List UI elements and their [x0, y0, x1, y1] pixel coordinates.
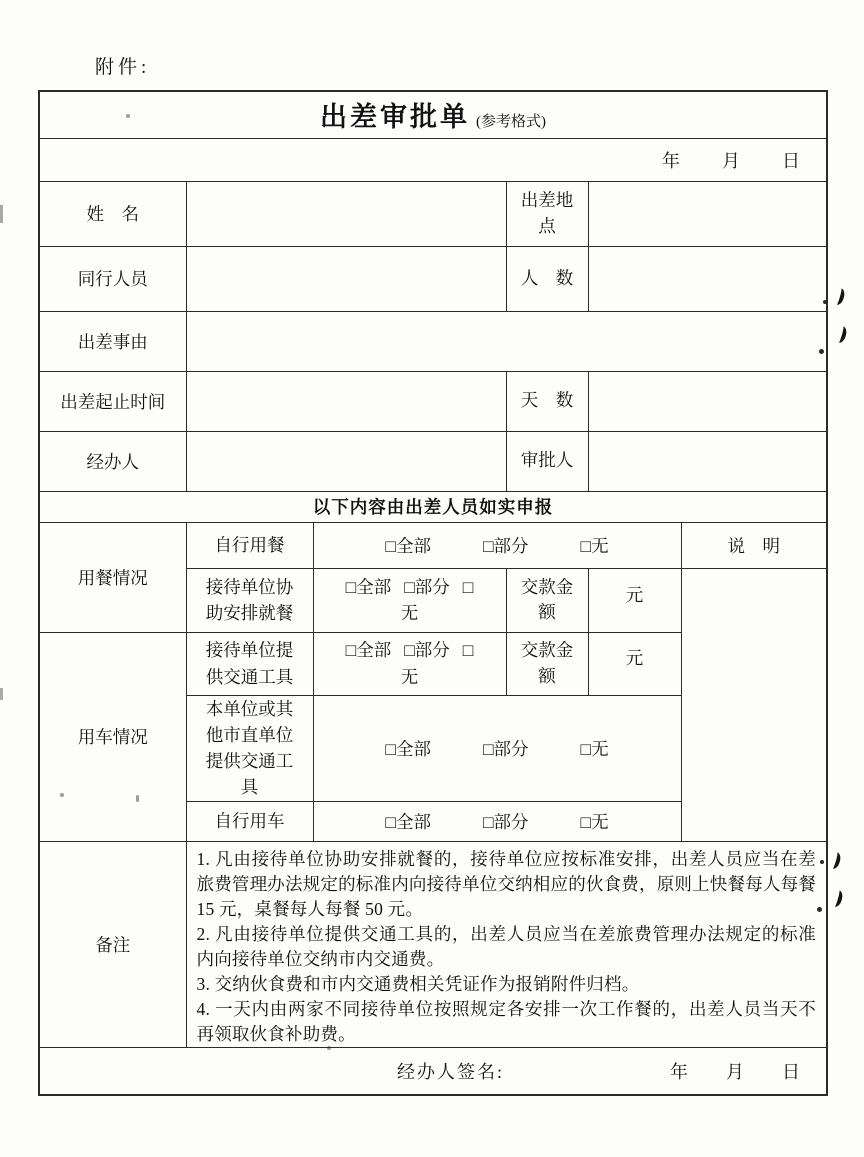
host-assisted-options-cell: [313, 568, 506, 632]
self-dining-options-cell: [313, 522, 681, 568]
destination-label: 出差地点: [506, 181, 588, 246]
signature-row: [39, 1047, 827, 1095]
header-year-label: 年: [662, 150, 680, 171]
signature-label: 经办人签名:: [397, 1061, 505, 1082]
vehicle-section-label: 用车情况: [39, 632, 186, 841]
declaration-header-row: [39, 491, 827, 522]
explanation-value-cell: [681, 568, 827, 841]
ink-speck: [830, 889, 844, 908]
checkbox-option-all: □全部: [385, 535, 431, 556]
title-cell: [39, 91, 827, 138]
headcount-label: 人 数: [506, 246, 588, 311]
trip-dates-value-cell: [186, 371, 506, 431]
own-unit-options-cell: [313, 695, 681, 801]
trip-approval-form: [38, 90, 828, 1096]
form-title-note: (参考格式): [476, 114, 546, 131]
name-value-cell: [186, 181, 506, 246]
handler-label: 经办人: [39, 431, 186, 491]
checkbox-option-none: □无: [580, 811, 609, 832]
remark-item-4: 4. 一天内由两家不同接待单位按照规定各安排一次工作餐的，出差人员当天不再领取伙食补助费。: [196, 998, 816, 1044]
destination-value-cell: [588, 181, 827, 246]
host-provided-options-cell: [313, 632, 506, 695]
checkbox-option-none: □无: [580, 738, 609, 759]
checkbox-option-all: □全部: [385, 811, 431, 832]
footer-day-label: 日: [782, 1061, 800, 1082]
handler-row: [39, 431, 827, 491]
ink-speck: [817, 907, 822, 912]
title-row: [39, 91, 827, 138]
ink-speck: [136, 795, 139, 802]
ink-speck: [126, 114, 130, 118]
meal-self-dining-row: [39, 522, 827, 568]
ink-speck: [820, 860, 824, 864]
form-title: 出差审批单: [320, 102, 470, 133]
declaration-header: 以下内容由出差人员如实申报: [39, 491, 827, 522]
scan-edge-artifact: [0, 205, 3, 223]
checkbox-option-none-box: □: [462, 576, 474, 597]
checkbox-option-none-box: □: [462, 640, 474, 661]
ink-speck: [819, 349, 824, 354]
remark-item-3: 3. 交纳伙食费和市内交通费相关凭证作为报销附件归档。: [196, 973, 640, 994]
ink-speck: [60, 793, 64, 797]
companions-label: 同行人员: [39, 246, 186, 311]
handler-value-cell: [186, 431, 506, 491]
signature-cell: [39, 1047, 827, 1095]
checkbox-option-all: □全部: [385, 738, 431, 759]
checkbox-option-partial: □部分: [482, 535, 529, 556]
reason-value-cell: [186, 311, 827, 371]
ink-speck: [832, 287, 846, 306]
host-provided-label: 接待单位提供交通工具: [186, 632, 313, 695]
checkbox-option-all: □全部: [345, 576, 392, 597]
meal-payment-unit: 元: [588, 568, 681, 632]
host-assisted-label: 接待单位协助安排就餐: [186, 568, 313, 632]
self-dining-label: 自行用餐: [186, 522, 313, 568]
checkbox-option-all: □全部: [345, 640, 392, 661]
checkbox-option-partial: □部分: [404, 640, 450, 661]
name-row: [39, 181, 827, 246]
reason-label: 出差事由: [39, 311, 186, 371]
header-date-cell: [39, 138, 827, 181]
checkbox-option-none-wrapped: 无: [400, 666, 419, 687]
trip-dates-row: [39, 371, 827, 431]
reason-row: [39, 311, 827, 371]
checkbox-option-none: □无: [580, 535, 609, 556]
days-label: 天 数: [506, 371, 588, 431]
self-vehicle-options-cell: [313, 801, 681, 841]
ink-speck: [823, 300, 827, 304]
name-label: 姓 名: [39, 181, 186, 246]
self-vehicle-label: 自行用车: [186, 801, 313, 841]
remarks-content-cell: [186, 841, 827, 1047]
companions-row: [39, 246, 827, 311]
trip-dates-label: 出差起止时间: [39, 371, 186, 431]
ink-speck: [327, 1046, 331, 1050]
header-day-label: 日: [782, 150, 800, 171]
footer-year-label: 年: [670, 1061, 688, 1082]
vehicle-payment-label: 交款金额: [506, 632, 588, 695]
ink-speck: [828, 851, 842, 870]
checkbox-option-partial: □部分: [482, 811, 529, 832]
ink-speck: [834, 325, 848, 344]
headcount-value-cell: [588, 246, 827, 311]
header-month-label: 月: [722, 150, 740, 171]
checkbox-option-partial: □部分: [482, 738, 529, 759]
checkbox-option-none-wrapped: 无: [400, 603, 419, 623]
remarks-label: 备注: [39, 841, 186, 1047]
attachment-label: 附件:: [95, 57, 151, 78]
remark-item-1: 1. 凡由接待单位协助安排就餐的，接待单位应按标准安排，出差人员应当在差旅费管理办法规定的标准内向接待单位交纳相应的伙食费，原则上快餐每人每餐 15 元，桌餐每人每餐 50 元。: [196, 848, 816, 919]
header-date-row: [39, 138, 827, 181]
scan-edge-artifact: [0, 688, 3, 700]
meal-payment-label: 交款金额: [506, 568, 588, 632]
companions-value-cell: [186, 246, 506, 311]
footer-month-label: 月: [726, 1061, 744, 1082]
remarks-row: [39, 841, 827, 1047]
vehicle-payment-unit: 元: [588, 632, 681, 695]
approver-label: 审批人: [506, 431, 588, 491]
meal-section-label: 用餐情况: [39, 522, 186, 632]
remark-item-2: 2. 凡由接待单位提供交通工具的，出差人员应当在差旅费管理办法规定的标准内向接待单位交纳市内交通费。: [196, 923, 816, 969]
explanation-column-header: 说 明: [681, 522, 827, 568]
days-value-cell: [588, 371, 827, 431]
checkbox-option-partial: □部分: [404, 576, 450, 597]
approver-value-cell: [588, 431, 827, 491]
own-unit-label: 本单位或其他市直单位提供交通工具: [186, 695, 313, 801]
